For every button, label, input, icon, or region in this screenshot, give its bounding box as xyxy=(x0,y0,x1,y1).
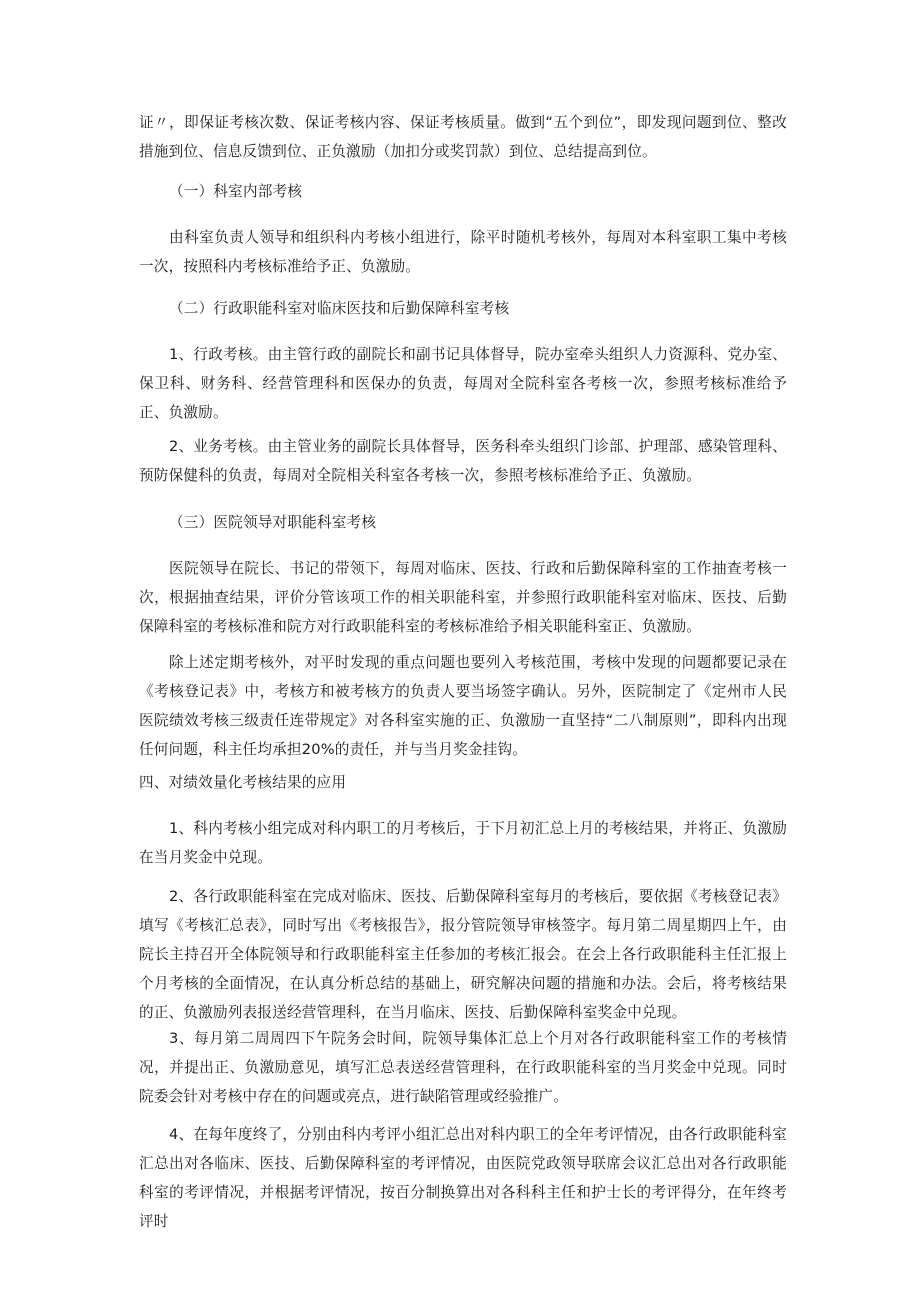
heading-section-four: 四、对绩效量化考核结果的应用 xyxy=(139,774,347,791)
heading-admin-dept-assessment: （二）行政职能科室对临床医技和后勤保障科室考核 xyxy=(169,300,510,317)
paragraph-five-in-place: 证〃，即保证考核次数、保证考核内容、保证考核质量。做到“五个到位”，即发现问题到位、整改措施到位、信息反馈到位、正负激励（加扣分或奖罚款）到位、总结提高到位。 xyxy=(139,114,787,160)
paragraph-administrative-assessment: 1、行政考核。由主管行政的副院长和副书记具体督导，院办室牵头组织人力资源科、党办室、保卫科、财务科、经营管理科和医保办的负责，每周对全院科室各考核一次，参照考核标准给予正、负激励。 xyxy=(139,346,787,421)
heading-internal-department-assessment: （一）科室内部考核 xyxy=(169,183,303,200)
heading-leadership-assessment: （三）医院领导对职能科室考核 xyxy=(169,514,377,531)
paragraph-leadership-assessment: 医院领导在院长、书记的带领下，每周对临床、医技、行政和后勤保障科室的工作抽查考核一次，根据抽查结果，评价分管该项工作的相关职能科室，并参照行政职能科室对临床、医技、后勤保障科室的考核标准和院方对行政职能科室的考核标准给予相关职能科室正、负激励。 xyxy=(139,560,787,635)
paragraph-result-item-3: 3、每月第二周周四下午院务会时间，院领导集体汇总上个月对各行政职能科室工作的考核情况，并提出正、负激励意见，填写汇总表送经营管理科，在行政职能科室的当月奖金中兑现。同时院委会针对考核中存在的问题或亮点，进行缺陷管理或经验推广。 xyxy=(139,1030,787,1105)
paragraph-result-item-2: 2、各行政职能科室在完成对临床、医技、后勤保障科室每月的考核后，要依据《考核登记表》填写《考核汇总表》，同时写出《考核报告》，报分管院领导审核签字。每月第二周星期四上午，由院长主持召开全体院领导和行政职能科室主任参加的考核汇报会。在会上各行政职能科主任汇报上个月考核的全面情况，在认真分析总结的基础上，研究解决问题的措施和办法。会后，将考核结果的正、负激励列表报送经营管理科，在当月临床、医技、后勤保障科室奖金中兑现。 xyxy=(139,888,787,1021)
paragraph-business-assessment: 2、业务考核。由主管业务的副院长具体督导，医务科牵头组织门诊部、护理部、感染管理科、预防保健科的负责，每周对全院相关科室各考核一次，参照考核标准给予正、负激励。 xyxy=(139,438,787,484)
paragraph-regular-assessment: 除上述定期考核外，对平时发现的重点问题也要列入考核范围，考核中发现的问题都要记录在《考核登记表》中，考核方和被考核方的负责人要当场签字确认。另外，医院制定了《定州市人民医院绩效考核三级责任连带规定》对各科室实施的正、负激励一直坚持“二八制原则”，即科内出现任何问题，科主任均承担20%的责任，并与当月奖金挂钩。 xyxy=(139,654,787,758)
paragraph-result-item-1: 1、科内考核小组完成对科内职工的月考核后，于下月初汇总上月的考核结果，并将正、负激励在当月奖金中兑现。 xyxy=(139,820,787,866)
paragraph-result-item-4: 4、在每年度终了，分别由科内考评小组汇总出对科内职工的全年考评情况，由各行政职能科室汇总出对各临床、医技、后勤保障科室的考评情况，由医院党政领导联席会议汇总出对各行政职能科室的考评情况，并根据考评情况，按百分制换算出对各科科主任和护士长的考评得分，在年终考评时 xyxy=(139,1126,787,1230)
paragraph-internal-assessment: 由科室负责人领导和组织科内考核小组进行，除平时随机考核外，每周对本科室职工集中考核一次，按照科内考核标准给予正、负激励。 xyxy=(139,229,787,275)
